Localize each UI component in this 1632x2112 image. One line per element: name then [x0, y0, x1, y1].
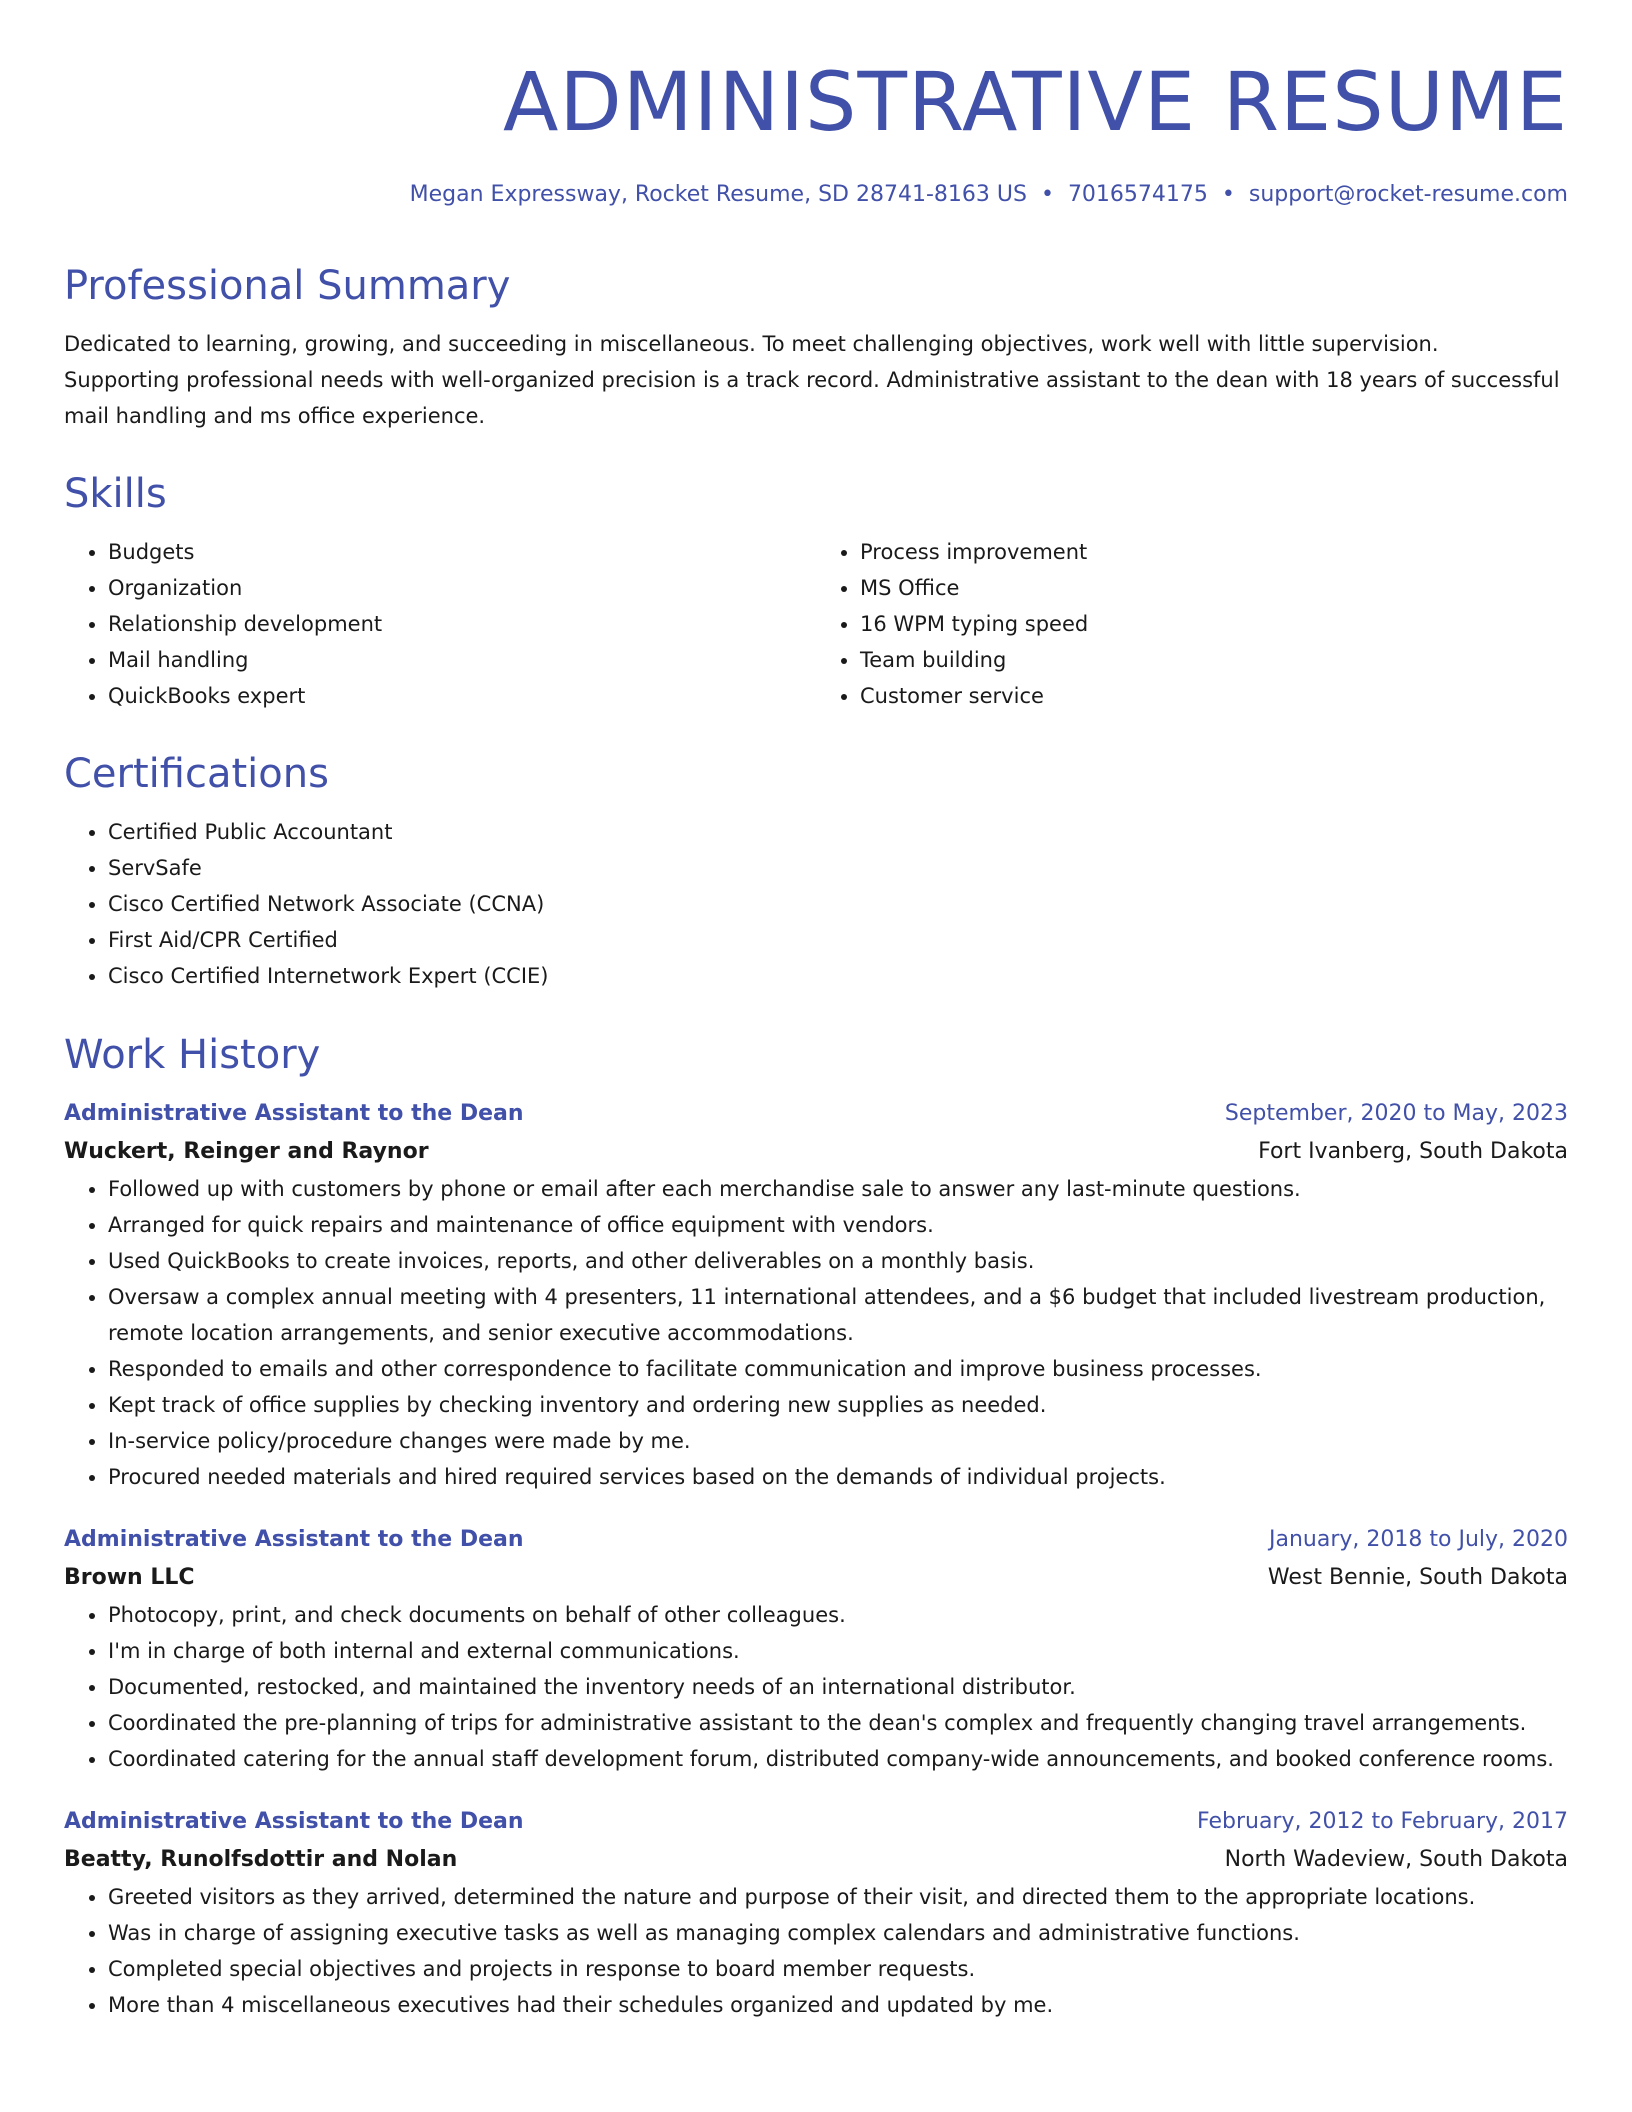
skill-item: • 16 WPM typing speed: [860, 606, 1568, 642]
resume-title: ADMINISTRATIVE RESUME: [503, 56, 1568, 150]
job-entry: [64, 1521, 1568, 1777]
certification-item: • ServSafe: [108, 850, 1568, 886]
job-company-row: [64, 1133, 1568, 1171]
work-history-section: [64, 1031, 1568, 2049]
job-bullet: • Coordinated the pre-planning of trips for administrative assistant to the dean's complex and frequently changing travel arrangements.: [108, 1705, 1568, 1741]
job-role: Administrative Assistant to the Dean: [64, 1809, 524, 1834]
address-text: Megan Expressway, Rocket Resume, SD 28741-8163 US: [409, 182, 1027, 207]
job-role: Administrative Assistant to the Dean: [64, 1527, 524, 1552]
skill-item: • Team building: [860, 642, 1568, 678]
summary-line: Dedicated to learning, growing, and succeeding in miscellaneous. To meet challenging objectives, work well with little supervision.: [64, 332, 1439, 356]
job-bullet: • Used QuickBooks to create invoices, reports, and other deliverables on a monthly basis.: [108, 1243, 1568, 1279]
job-bullet: • I'm in charge of both internal and external communications.: [108, 1633, 1568, 1669]
contact-line: [410, 182, 1568, 207]
skill-item: • Budgets: [108, 534, 816, 570]
job-bullets: [64, 1879, 1568, 2023]
job-bullet: • Coordinated catering for the annual staff development forum, distributed company-wide announcements, and booked conference rooms.: [108, 1741, 1568, 1777]
job-bullets: [64, 1597, 1568, 1777]
phone-text[interactable]: 7016574175: [1067, 182, 1208, 207]
job-company-row: [64, 1841, 1568, 1879]
certifications-section: [64, 750, 1568, 994]
job-bullet: • Completed special objectives and projects in response to board member requests.: [108, 1951, 1568, 1987]
job-dates: February, 2012 to February, 2017: [1197, 1809, 1568, 1834]
skill-item: • Process improvement: [860, 534, 1568, 570]
skill-item: • QuickBooks expert: [108, 678, 816, 714]
summary-text: [64, 326, 1568, 434]
job-bullet: • Was in charge of assigning executive tasks as well as managing complex calendars and administrative functions.: [108, 1915, 1568, 1951]
certifications-list: [64, 814, 1568, 994]
skills-list-right: [816, 534, 1568, 714]
email-link[interactable]: support@rocket-resume.com: [1248, 182, 1568, 207]
job-bullet: • Procured needed materials and hired required services based on the demands of individual projects.: [108, 1459, 1568, 1495]
skill-item: • Mail handling: [108, 642, 816, 678]
job-bullet: • In-service policy/procedure changes were made by me.: [108, 1423, 1568, 1459]
certification-item: • Cisco Certified Network Associate (CCNA): [108, 886, 1568, 922]
job-company: Wuckert, Reinger and Raynor: [64, 1139, 429, 1164]
summary-heading: Professional Summary: [64, 263, 511, 309]
job-company: Beatty, Runolfsdottir and Nolan: [64, 1847, 458, 1872]
job-bullet: • Oversaw a complex annual meeting with 4 presenters, 11 international attendees, and a $6 budget that included livestream production, remote location arrangements, and senior executive accommodations.: [108, 1279, 1568, 1351]
job-bullet: • Arranged for quick repairs and maintenance of office equipment with vendors.: [108, 1207, 1568, 1243]
summary-line: Supporting professional needs with well-organized precision is a track record. Administrative assistant to the dean with 18 years of successful: [64, 368, 1560, 392]
job-title-row: [64, 1521, 1568, 1559]
job-entry: [64, 1803, 1568, 2023]
certifications-heading: Certifications: [64, 751, 329, 797]
job-bullet: • Documented, restocked, and maintained the inventory needs of an international distributor.: [108, 1669, 1568, 1705]
separator-dot: •: [1221, 182, 1235, 207]
skills-list-left: [64, 534, 816, 714]
job-dates: September, 2020 to May, 2023: [1224, 1101, 1568, 1126]
skill-item: • Relationship development: [108, 606, 816, 642]
job-bullet: • Followed up with customers by phone or email after each merchandise sale to answer any last-minute questions.: [108, 1171, 1568, 1207]
job-role: Administrative Assistant to the Dean: [64, 1101, 524, 1126]
skills-heading: Skills: [64, 471, 167, 517]
job-location: West Bennie, South Dakota: [1267, 1565, 1568, 1590]
job-dates: January, 2018 to July, 2020: [1269, 1527, 1568, 1552]
skills-grid: [64, 534, 1568, 714]
job-entry: [64, 1095, 1568, 1495]
job-bullet: • Photocopy, print, and check documents on behalf of other colleagues.: [108, 1597, 1568, 1633]
skill-item: • MS Office: [860, 570, 1568, 606]
certification-item: • First Aid/CPR Certified: [108, 922, 1568, 958]
summary-section: [64, 262, 1568, 434]
job-bullets: [64, 1171, 1568, 1495]
certification-item: • Cisco Certified Internetwork Expert (CCIE): [108, 958, 1568, 994]
skill-item: • Customer service: [860, 678, 1568, 714]
job-bullet: • More than 4 miscellaneous executives had their schedules organized and updated by me.: [108, 1987, 1568, 2023]
job-bullet: • Kept track of office supplies by checking inventory and ordering new supplies as needed.: [108, 1387, 1568, 1423]
job-company-row: [64, 1559, 1568, 1597]
separator-dot: •: [1040, 182, 1054, 207]
job-location: Fort Ivanberg, South Dakota: [1258, 1139, 1568, 1164]
job-location: North Wadeview, South Dakota: [1224, 1847, 1568, 1872]
work-history-heading: Work History: [64, 1032, 321, 1078]
summary-line: mail handling and ms office experience.: [64, 404, 486, 428]
skills-section: [64, 470, 1568, 714]
job-company: Brown LLC: [64, 1565, 195, 1590]
job-title-row: [64, 1803, 1568, 1841]
certification-item: • Certified Public Accountant: [108, 814, 1568, 850]
skill-item: • Organization: [108, 570, 816, 606]
job-title-row: [64, 1095, 1568, 1133]
job-bullet: • Responded to emails and other correspondence to facilitate communication and improve business processes.: [108, 1351, 1568, 1387]
job-bullet: • Greeted visitors as they arrived, determined the nature and purpose of their visit, and directed them to the appropriate locations.: [108, 1879, 1568, 1915]
